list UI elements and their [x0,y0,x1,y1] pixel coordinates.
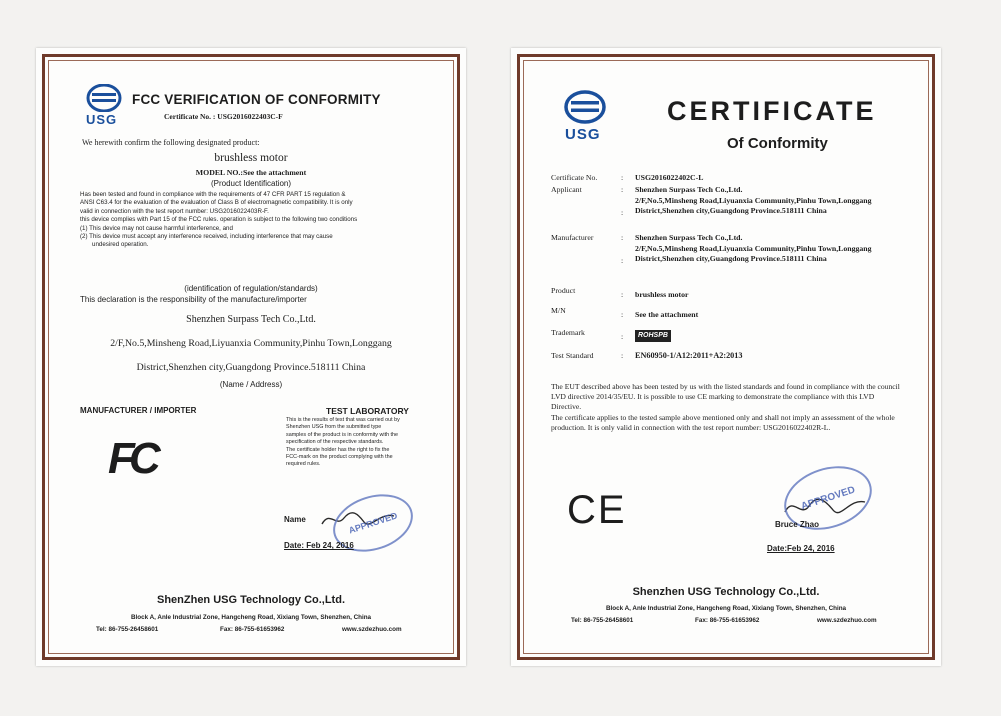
ce-paragraph-2: The certificate applies to the tested sample above mentioned only and shall not imply an assessment of the whole production. It is only valid in connection with the test report number: USG2016022402R-L. [551,413,895,432]
fcc-footer-address: Block A, Anle Industrial Zone, Hangcheng Road, Xixiang Town, Shenzhen, China [130,614,372,621]
fcc-compliance-text [80,191,430,250]
row-colon: : [621,173,624,182]
ce-footer-fax: Fax: 86-755-61653962 [695,617,760,624]
ce-title: CERTIFICATE [667,96,877,126]
row-colon: : [621,256,624,265]
fcc-footer-company: ShenZhen USG Technology Co.,Ltd. [156,594,345,606]
compliance-line: Has been tested and found in compliance with the requirements of 47 CFR PART 15 regulation & [80,191,346,198]
certificate-inner-border [48,60,454,654]
ce-footer-tel: Tel: 86-755-26458601 [571,617,634,624]
row-key: Product [551,286,576,295]
name-label: Name [284,515,306,524]
row-value: 2/F,No.5,Minsheng Road,Liyuanxia Community,Pinhu Town,Longgang District,Shenzhen city,Guangdong Province.518111 China [635,196,872,215]
lab-line: The certificate holder has the right to fix the [286,446,390,453]
row-value: USG2016022402C-L [635,173,704,182]
signer-name: Bruce Zhao [775,520,820,529]
row-key: M/N [551,306,566,315]
compliance-line: (1) This device may not cause harmful interference, and [80,224,233,232]
test-lab-text [286,417,436,469]
row-colon: : [621,332,624,341]
lab-line: This is the results of test that was carried out by [286,417,400,423]
ce-date: Date:Feb 24, 2016 [767,544,835,553]
row-colon: : [621,185,624,194]
fcc-address-line-1: 2/F,No.5,Minsheng Road,Liyuanxia Community,Pinhu Town,Longgang [110,338,392,349]
fcc-date: Date: Feb 24, 2016 [284,541,354,550]
fcc-footer-tel: Tel: 86-755-26458601 [96,626,159,633]
row-key: Applicant [551,185,582,194]
usg-globe-icon [86,84,122,112]
ce-footer-company: Shenzhen USG Technology Co.,Ltd. [632,586,820,598]
fcc-certificate [36,48,466,666]
row-key: Trademark [551,328,585,337]
fcc-footer-fax: Fax: 86-755-61653962 [220,626,285,633]
fcc-certificate-number: Certificate No. : USG2016022403C-F [164,112,283,121]
regulation-label: (identification of regulation/standards) [184,284,318,293]
row-colon: : [621,233,624,242]
row-key: Manufacturer [551,233,594,242]
row-colon: : [621,208,624,217]
compliance-line: (2) This device must accept any interference received, including interference that may cause [80,233,333,241]
row-value: EN60950-1/A12:2011+A2:2013 [635,351,743,360]
lab-line: Shenzhen USG from the submitted type [286,424,382,431]
row-value: brushless motor [635,290,689,299]
row-value: 2/F,No.5,Minsheng Road,Liyuanxia Community,Pinhu Town,Longgang District,Shenzhen city,Guangdong Province.518111 China [635,244,872,263]
fcc-product-name: brushless motor [214,152,288,164]
fcc-address-line-2: District,Shenzhen city,Guangdong Province.518111 China [136,362,366,373]
ce-certificate [511,48,941,666]
approved-stamp: APPROVED [326,485,421,562]
row-colon: : [621,290,624,299]
lab-line: required rules. [286,461,321,468]
row-value: See the attachment [635,310,699,319]
fcc-title: FCC VERIFICATION OF CONFORMITY [132,92,381,107]
compliance-line: ANSI C63.4 for the evaluation of the evaluation of Class B of electromagnetic compatibility. It is only [80,199,353,207]
usg-logo-text: USG [86,112,118,127]
manufacturer-heading: MANUFACTURER / IMPORTER [80,406,197,415]
trademark-logo: ROHSPB [635,330,671,342]
fcc-footer-web: www.szdezhuo.com [342,626,402,633]
compliance-line: this device complies with Part 15 of the FCC rules. operation is subject to the following two conditions [80,216,358,224]
name-address-label: (Name / Address) [219,380,283,389]
row-key: Certificate No. [551,173,598,182]
declaration-text: This declaration is the responsibility of the manufacture/importer [80,295,307,304]
row-colon: : [621,351,624,360]
test-lab-heading: TEST LABORATORY [326,406,409,416]
lab-line: samples of the product is in conformity with the [286,431,399,438]
ce-footer-web: www.szdezhuo.com [817,617,877,624]
fcc-company-name: Shenzhen Surpass Tech Co.,Ltd. [186,314,316,325]
fcc-intro-text: We herewith confirm the following designated product: [82,138,260,147]
ce-paragraph-1: The EUT described above has been tested by us with the listed standards and found in compliance with the council LVD directive 2014/35/EU. It is possible to use CE marking to demonstrate the compliance with this LVD Directive. [551,382,900,411]
usg-logo-text: USG [565,126,601,143]
lab-line: FCC-mark on the product complying with the [286,454,393,461]
row-value: Shenzhen Surpass Tech Co.,Ltd. [635,233,743,242]
row-key: Test Standard [551,351,594,360]
fcc-model-number: MODEL NO.:See the attachment [195,168,307,177]
lab-line: specification of the respective standards. [286,439,384,446]
row-value: Shenzhen Surpass Tech Co.,Ltd. [635,185,743,194]
ce-mark-icon: CE [567,488,627,532]
compliance-line: undesired operation. [92,241,149,249]
ce-subtitle: Of Conformity [727,135,828,152]
fcc-logo-icon: FC [108,434,155,483]
approved-stamp: APPROVED [776,456,880,541]
compliance-line: valid in connection with the test report number: USG2016022403R-F. [80,207,269,215]
row-colon: : [621,310,624,319]
ce-footer-address: Block A, Anle Industrial Zone, Hangcheng Road, Xixiang Town, Shenzhen, China [605,605,847,612]
product-identification-label: (Product Identification) [210,179,292,188]
usg-globe-icon [563,90,607,124]
